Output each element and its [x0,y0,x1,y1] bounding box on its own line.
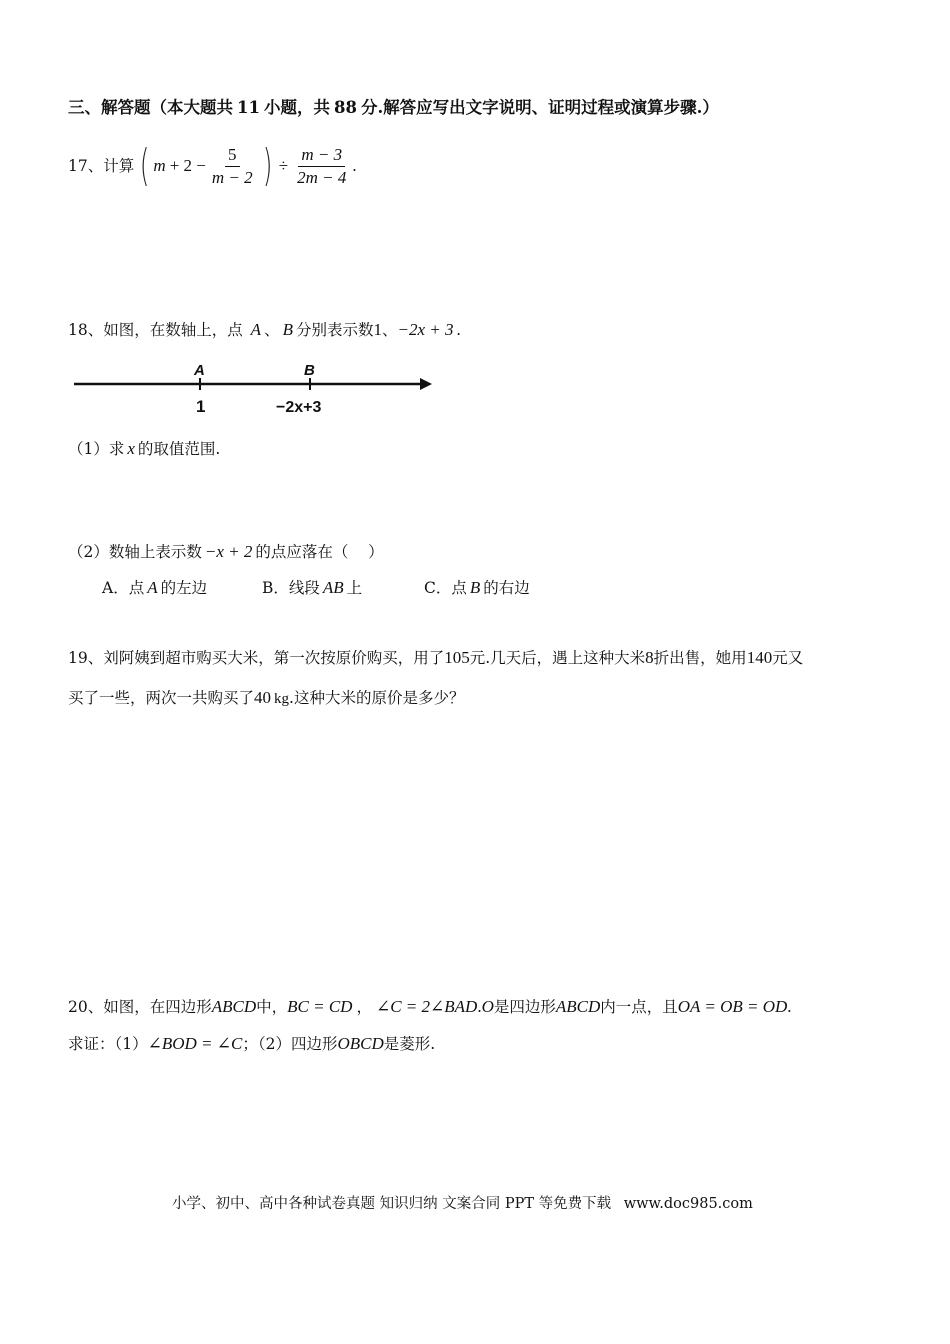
q18-sep: 、 [264,321,280,339]
label-point-a: A [194,362,205,379]
right-paren: ) [262,140,272,191]
q19-unit: kg [274,691,290,707]
q20-proof-c: 是菱形. [383,1035,436,1053]
q20-text-b: 中， [256,998,288,1016]
fraction-2-denominator: 2m − 4 [297,167,347,187]
q18-part2 [68,542,384,562]
q18-option-c [424,578,530,598]
q20-proof-b: ；（2）四边形 [242,1035,338,1053]
option-b-text: B．线段 [262,579,320,597]
fraction-1-numerator: 5 [225,146,240,167]
label-point-b: B [304,362,315,379]
question-count: 11 [237,98,260,117]
q20-proof-eq: ∠BOD = ∠C [147,1034,243,1053]
q18-part2-b: 的点应落在（ ） [255,543,384,561]
q19-discount-8: 8 [645,648,654,667]
q18-point-b: B [282,320,293,339]
q20-quad-obcd: OBCD [337,1034,384,1053]
option-b-text-b: 上 [346,579,363,597]
q20-period-2: . [787,997,792,1016]
q18-part1-a: （1）求 [68,440,125,458]
option-c-text: C．点 [424,579,467,597]
left-paren: ( [140,140,150,191]
page-footer [172,1192,753,1213]
section-title [68,94,719,118]
q18-intro: 18、如图，在数轴上，点 [68,321,243,339]
number-line-arrow [420,378,432,390]
q18-part1 [68,439,220,459]
option-a-text: A．点 [102,579,145,597]
q18-part2-a: （2）数轴上表示数 [68,543,202,561]
q19-weight-40: 40 [254,688,272,707]
q17-period: . [352,156,357,175]
q20-text-c: ， [356,998,372,1016]
q20-eq-angle: ∠C = 2∠BAD [375,997,478,1016]
q18-part1-b: 的取值范围. [137,440,221,458]
q18-point-a: A [250,320,262,339]
q18-option-b [262,578,362,598]
section-title-end: 分.解答应写出文字说明、证明过程或演算步骤.） [360,98,719,117]
q19-text-e: 买了一些，两次一共购买了 [68,689,255,707]
q20-quad-abcd-2: ABCD [555,997,601,1016]
fraction-2-numerator: m − 3 [298,146,345,167]
q20-quad-abcd: ABCD [211,997,257,1016]
q20-point-o: O [481,997,494,1016]
q18-expr: −2x + 3 [397,320,454,339]
q18-one: 1 [373,320,382,339]
q19-text-c: 折出售，她用 [653,649,747,667]
q19-text-d: 元又 [772,649,804,667]
question-19-line1 [68,648,803,668]
q18-option-a [102,578,207,598]
q18-sep2: 、 [381,321,398,339]
q18-part1-x: x [127,439,135,458]
q18-intro-b: 分别表示数 [295,321,374,339]
footer-link[interactable]: www.doc985.com [623,1196,753,1212]
q18-period: . [456,320,461,339]
question-20-line1 [68,997,792,1017]
question-18 [68,320,461,340]
number-line-figure [70,360,450,420]
question-19-line2 [68,688,464,709]
option-b-math: AB [322,578,344,597]
question-20-line2 [68,1034,435,1054]
q17-label: 17、计算 [68,157,135,175]
section-title-text: 三、解答题（本大题共 [68,98,233,117]
footer-text: 小学、初中、高中各种试卷真题 知识归纳 文案合同 PPT 等免费下载 [172,1196,612,1212]
q19-text-b: 元.几天后，遇上这种大米 [469,649,646,667]
option-c-math: B [469,578,481,597]
value-point-b: −2x+3 [276,399,322,416]
option-a-math: A [147,578,158,597]
option-a-text-b: 的左边 [160,579,208,597]
total-score: 88 [333,98,357,117]
section-title-mid: 小题，共 [263,98,330,117]
fraction-1 [209,146,256,187]
q20-period-1: . [477,997,482,1016]
q19-text-a: 19、刘阿姨到超市购买大米，第一次按原价购买，用了 [68,649,445,667]
fraction-1-denominator: m − 2 [211,167,253,187]
q19-text-f: .这种大米的原价是多少？ [289,689,465,707]
q20-eq-bc-cd: BC = CD [287,997,353,1016]
q20-text-e: 是四边形 [493,998,556,1016]
option-c-text-b: 的右边 [483,579,530,597]
q18-part2-expr: −x + 2 [204,542,253,561]
q19-amount-105: 105 [444,648,470,667]
q20-text-f: 内一点，且 [600,998,678,1016]
q20-proof-a: 求证：（1） [68,1035,148,1053]
fraction-2 [294,146,349,187]
q20-text-a: 20、如图，在四边形 [68,998,212,1016]
q17-m: m [153,156,166,175]
question-17 [68,140,357,192]
divide-sign: ÷ [278,156,289,175]
q20-eq-oa-ob-od: OA = OB = OD [677,997,788,1016]
value-point-a: 1 [196,397,206,416]
q17-plus2minus: + 2 − [169,156,206,175]
q19-amount-140: 140 [746,648,773,667]
